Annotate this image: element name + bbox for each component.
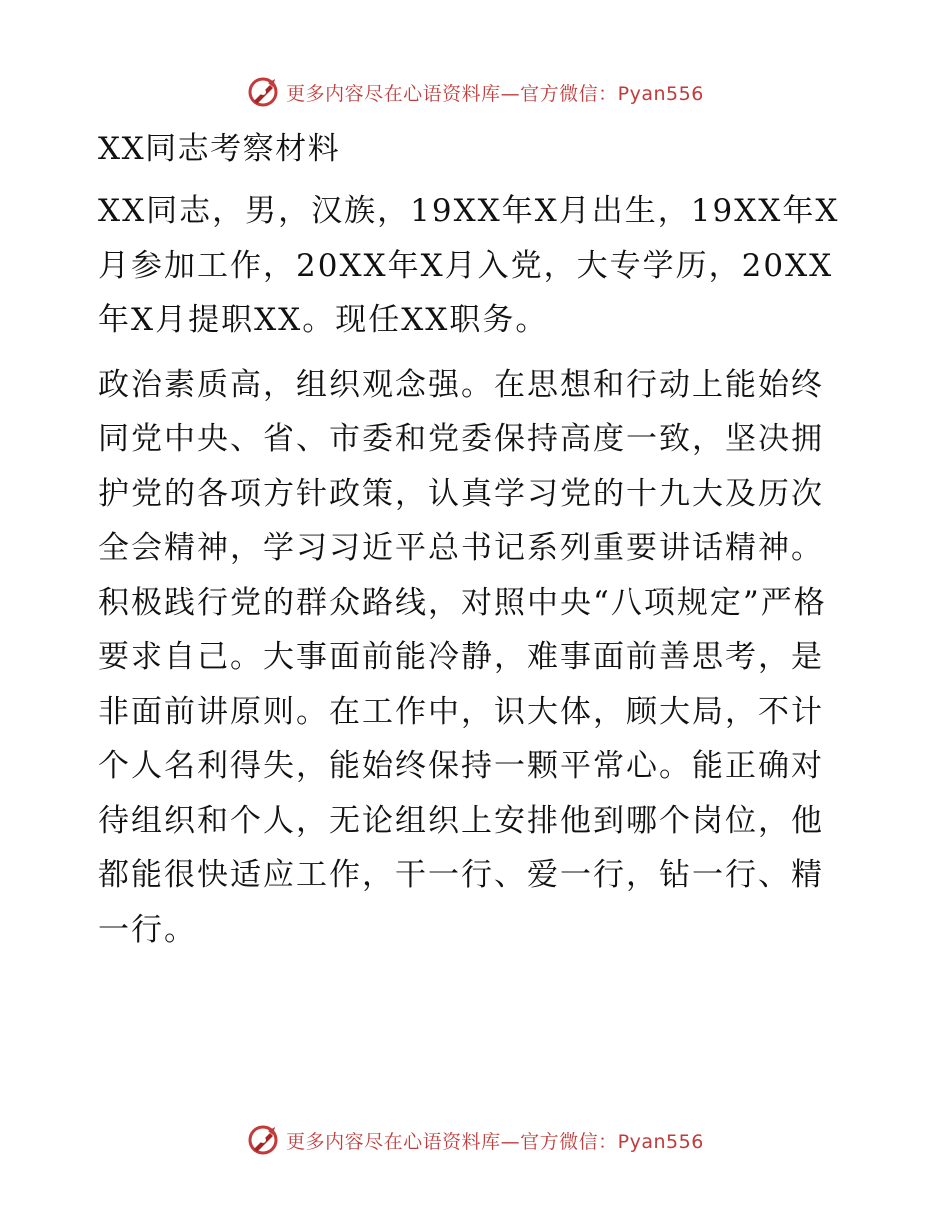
document-body [98,124,850,967]
footer-banner [0,1120,950,1160]
header-banner [0,72,950,112]
quill-circle-logo-icon [246,75,280,109]
footer-banner-text: 更多内容尽在心语资料库—官方微信：Pyan556 [286,1130,704,1153]
paragraph-basic-info: XX同志，男，汉族，19XX年X月出生，19XX年X月参加工作，20XX年X月入党，大专学历，20XX年X月提职XX。现任XX职务。 [98,193,840,338]
paragraph-political-quality: 政治素质高，组织观念强。在思想和行动上能始终同党中央、省、市委和党委保持高度一致，坚决拥护党的各项方针政策，认真学习党的十九大及历次全会精神，学习习近平总书记系列重要讲话精神。积极践行党的群众路线，对照中央“八项规定”严格要求自己。大事面前能冷静，难事面前善思考，是非面前讲原则。在工作中，识大体，顾大局，不计个人名利得失，能始终保持一颗平常心。能正确对待组织和个人，无论组织上安排他到哪个岗位，他都能很快适应工作，干一行、爱一行，钻一行、精一行。 [98,366,827,948]
document-title: XX同志考察材料 [98,131,341,167]
quill-circle-logo-icon [246,1123,280,1157]
header-banner-text: 更多内容尽在心语资料库—官方微信：Pyan556 [286,82,704,105]
